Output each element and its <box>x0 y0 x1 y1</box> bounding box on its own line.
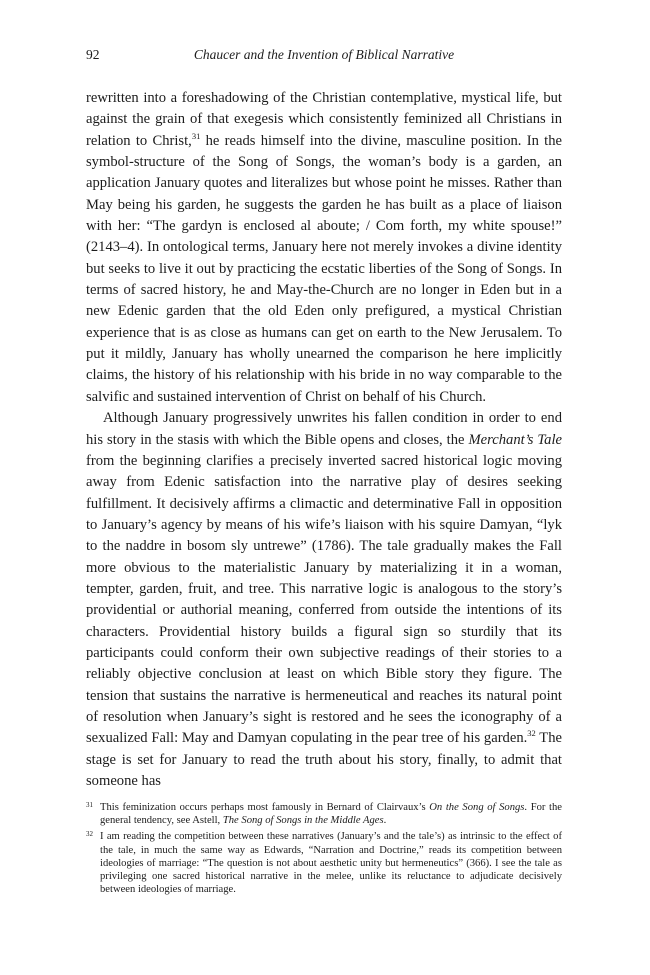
footnote-text: . For the general tendency, see Astell, <box>100 802 562 827</box>
footnote-31 <box>86 801 562 827</box>
footnote-text: This feminization occurs perhaps most famously in Bernard of Clairvaux’s <box>100 802 430 813</box>
footnote-number: 32 <box>86 830 93 839</box>
running-title: Chaucer and the Invention of Biblical Narrative <box>193 47 455 62</box>
footnote-number: 31 <box>86 801 93 809</box>
footnote-32 <box>86 830 562 896</box>
paragraph-1 <box>86 88 562 408</box>
footnote-title-italic: The Song of Songs in the Middle Ages <box>222 815 384 827</box>
footnote-text: I am reading the competition between these narratives (January’s and the tale’s) as intrinsic to the effect of the tale, in much the same way as Edwards, “Narration and Doctrine,” reads its competition between ideologies of marriage: “The question is not about aesthetic unity but hermeneutics” (366). I see the tale as privileging one sacred historical narrative in the melee, unlike its reluctance to adjudicate decisively between ideologies of marriage. <box>100 831 562 896</box>
footnote-text: . <box>383 815 387 827</box>
paragraph-2-text-a: Although January progressively unwrites his fallen condition in order to end his story in the stasis with which the Bible opens and closes, the <box>86 410 562 448</box>
page-header <box>86 47 562 65</box>
paragraph-2-text-c: The stage is set for January to read the truth about his story, finally, to admit that someone has <box>86 730 562 789</box>
paragraph-1-text-a: rewritten into a foreshadowing of the Christian contemplative, mystical life, but against the grain of that exegesis which consistently feminized all Christians in relation to Christ, <box>86 90 562 149</box>
footnote-reference-31: 31 <box>191 130 201 141</box>
footnote-reference-32: 32 <box>527 728 536 739</box>
work-title-merchants-tale: Merchant’s Tale <box>468 431 562 448</box>
footnote-title-italic: On the Song of Songs <box>429 802 525 813</box>
body-text <box>86 88 562 792</box>
paragraph-2-text-b: from the beginning clarifies a precisely inverted sacred historical logic moving away from Edenic satisfaction into the narrative play of desires seeking fulfillment. It decisively affirms a climactic and determinative Fall in opposition to January’s agency by means of his wife’s liaison with his squire Damyan, “lyk to the naddre in bosom sly untrewe” (1786). The tale gradually makes the Fall more obvious to the materialistic January by materializing it in a woman, tempter, garden, fruit, and tree. This narrative logic is analogous to the story’s providential or authorial meaning, conferred from outside the intentions of its characters. Providential history builds a figural sign so sturdily that its participants could conform their own subjective readings of their stories to a reliably objective conclusion at least on which Bible story they figure. The tension that sustains the narrative is hermeneutical and reaches its natural point of resolution when January’s sight is restored and he sees the iconography of a sexualized Fall: May and Damyan copulating in the pear tree of his garden. <box>86 452 562 747</box>
paragraph-1-text-b: he reads himself into the divine, masculine position. In the symbol-structure of the Song of Songs, the woman’s body is a garden, an application January quotes and literalizes but whose point he misses. Rather than May being his garden, he suggests the garden he has built as a place of liaison with her: “The gardyn is enclosed al aboute; / Com forth, my white spouse!” (2143–4). In ontological terms, January here not merely invokes a divine identity but seeks to live it out by practicing the ecstatic liberties of the Song of Songs. In terms of sacred history, he and May-the-Church are no longer in Eden but in a new Edenic garden that the old Eden only prefigured, a mystical Christian experience that is as close as humans can get on earth to the New Jerusalem. To put it mildly, January has wholly unearned the comparison he here implicitly claims, the history of his relationship with his bride in no way comparable to the salvific and sustained intervention of Christ on behalf of his Church. <box>86 132 562 405</box>
footnotes <box>86 801 562 899</box>
page-number: 92 <box>86 47 100 62</box>
paragraph-2 <box>86 408 562 792</box>
